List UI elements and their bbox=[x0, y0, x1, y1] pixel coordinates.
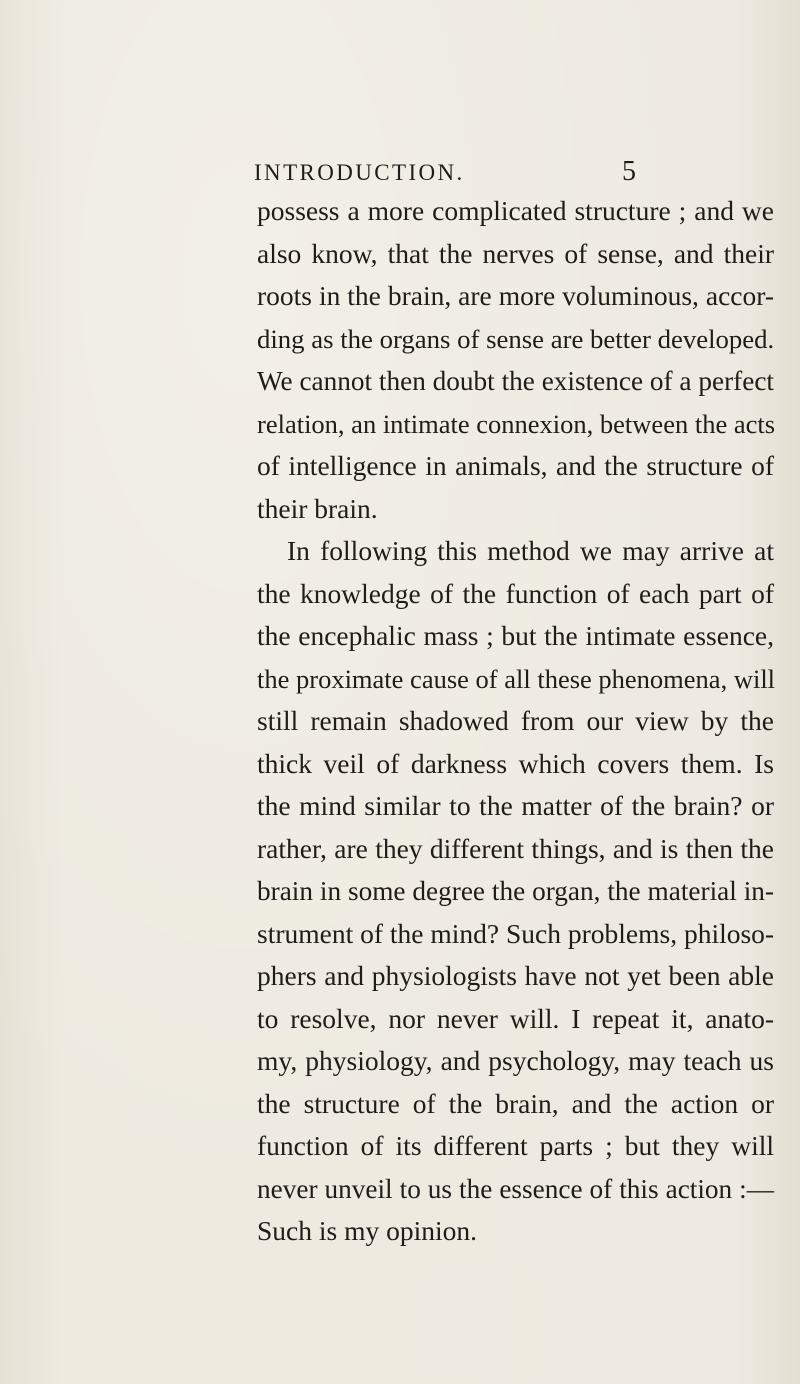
text-line: also know, that the nerves of sense, and their bbox=[257, 237, 774, 269]
text-line: brain in some degree the organ, the material in- bbox=[257, 876, 774, 906]
text-line: to resolve, nor never will. I repeat it, anato- bbox=[257, 1002, 774, 1034]
text-line: function of its different parts ; but they will bbox=[257, 1130, 774, 1161]
text-line: relation, an intimate connexion, between the acts bbox=[257, 408, 776, 439]
paragraph-end-line: their brain. bbox=[257, 492, 378, 524]
page-number: 5 bbox=[622, 156, 636, 187]
paragraph-start-line: In following this method we may arrive at bbox=[287, 535, 774, 566]
text-line: thick veil of darkness which covers them. Is bbox=[257, 747, 774, 779]
text-line: never unveil to us the essence of this action :— bbox=[257, 1173, 774, 1204]
text-line: roots in the brain, are more voluminous, accor- bbox=[257, 280, 774, 311]
running-title: INTRODUCTION. bbox=[254, 160, 465, 185]
text-line: still remain shadowed from our view by the bbox=[257, 705, 774, 736]
text-line: We cannot then doubt the existence of a perfect bbox=[257, 366, 774, 396]
body-text bbox=[257, 190, 774, 1253]
text-line: the encephalic mass ; but the intimate essence, bbox=[257, 620, 774, 651]
running-head bbox=[254, 156, 636, 194]
text-line: the knowledge of the function of each part of bbox=[257, 577, 774, 609]
text-line: ding as the organs of sense are better developed. bbox=[257, 323, 775, 354]
text-line: my, physiology, and psychology, may teach us bbox=[257, 1045, 774, 1076]
text-line: the structure of the brain, and the action or bbox=[257, 1087, 774, 1119]
paragraph-end-line: Such is my opinion. bbox=[257, 1215, 478, 1246]
text-line: phers and physiologists have not yet been able bbox=[257, 960, 774, 991]
text-line: of intelligence in animals, and the structure of bbox=[257, 450, 774, 481]
text-line: the mind similar to the matter of the brain? or bbox=[257, 790, 774, 821]
text-line: rather, are they different things, and is then the bbox=[257, 832, 774, 864]
text-line: strument of the mind? Such problems, philoso- bbox=[257, 917, 775, 949]
text-line: the proximate cause of all these phenomena, will bbox=[257, 663, 776, 694]
text-line: possess a more complicated structure ; and we bbox=[257, 195, 774, 226]
